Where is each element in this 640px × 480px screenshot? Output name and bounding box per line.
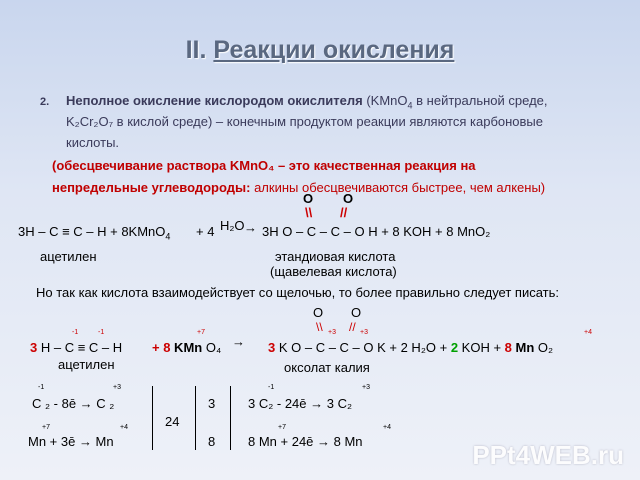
red-note-line1: (обесцвечивание раствора KMnO₄ – это качественная реакция на: [52, 158, 476, 173]
bal-divider-3: [230, 386, 231, 450]
eq1-left-side: 3H – C ≡ C – H + 8KMnO$_4$: [18, 224, 171, 242]
eq2-ox-c4: +3: [360, 329, 368, 336]
eq1-oxygen-2: O: [343, 191, 354, 206]
bal-line2: Mn + 3ē → Mn: [28, 434, 114, 449]
eq1-arrow: →: [244, 220, 257, 235]
eq2-ox-mn2: +4: [584, 329, 592, 336]
eq1-name-right-1: этандиовая кислота: [275, 249, 396, 264]
bal-lcm: 24: [165, 414, 180, 429]
bal-ox-1b: +3: [113, 384, 121, 391]
bal-right-line1: 3 C₂ - 24ē → 3 C₂: [248, 396, 353, 411]
eq1-oxygen-1: O: [303, 191, 314, 206]
item-line2: K₂Cr₂O₇ в кислой среде) – конечным продуктом реакции являются карбоновые: [66, 114, 544, 129]
red-note-line2: непредельные углеводороды: алкины обесцвечиваются быстрее, чем алкены): [52, 180, 546, 195]
eq2-arrow: →: [232, 334, 245, 349]
bal-coef-1: 3: [208, 396, 216, 411]
eq2-ox-c2: -1: [98, 329, 105, 336]
bal-divider-2: [195, 386, 196, 450]
bal-divider-1: [152, 386, 153, 450]
item-number: 2.: [40, 96, 50, 108]
eq2-ox-c3: +3: [328, 329, 336, 336]
slide-title: II. Реакции окисления: [185, 36, 455, 64]
bal-coef-2: 8: [208, 434, 216, 449]
bal-ox-r2a: +7: [278, 424, 286, 431]
transition-note: Но так как кислота взаимодействует со щелочью, то более правильно следует писать:: [36, 285, 560, 300]
eq2-reagent: + 8 KMn O₄: [152, 340, 222, 355]
item-line3: кислоты.: [66, 135, 120, 150]
eq2-bond-2: //: [349, 320, 356, 334]
eq2-ox-mn: +7: [197, 329, 205, 336]
eq1-water: H₂O: [220, 218, 245, 233]
eq2-name-right: оксолат калия: [284, 360, 370, 375]
bal-line1: C ₂ - 8ē → C ₂: [32, 396, 115, 411]
eq1-plus-water: + 4: [196, 224, 215, 239]
bal-right-line2: 8 Mn + 24ē → 8 Mn: [248, 434, 363, 449]
bal-ox-2a: +7: [42, 424, 50, 431]
eq1-name-right-2: (щавелевая кислота): [270, 264, 397, 279]
bal-ox-r1a: -1: [268, 384, 275, 391]
eq2-oxygen-1: O: [313, 305, 324, 320]
bal-ox-r2b: +4: [383, 424, 391, 431]
eq2-line: 3 H – C ≡ C – H: [30, 340, 123, 355]
bal-ox-1a: -1: [38, 384, 45, 391]
eq2-ox-c1: -1: [72, 329, 79, 336]
eq2-bond-1: \\: [316, 320, 323, 334]
watermark: PPt4WEB.ru: [472, 440, 624, 470]
bal-ox-r1b: +3: [362, 384, 370, 391]
eq1-right-side: 3H O – C – C – O H + 8 KOH + 8 MnO₂: [262, 224, 491, 239]
item-line1: Неполное окисление кислородом окислителя (KMnO$_4$ в нейтральной среде,: [66, 93, 548, 111]
eq2-oxygen-2: O: [351, 305, 362, 320]
bal-ox-2b: +4: [120, 424, 128, 431]
eq1-name-left: ацетилен: [40, 249, 97, 264]
eq2-name-left: ацетилен: [58, 357, 115, 372]
eq1-double-bond-1: \\: [305, 205, 313, 220]
eq1-double-bond-2: //: [340, 205, 348, 220]
eq2-products: 3 K O – C – C – O K + 2 H₂O + 2 KOH + 8 Mn O₂: [268, 340, 554, 355]
